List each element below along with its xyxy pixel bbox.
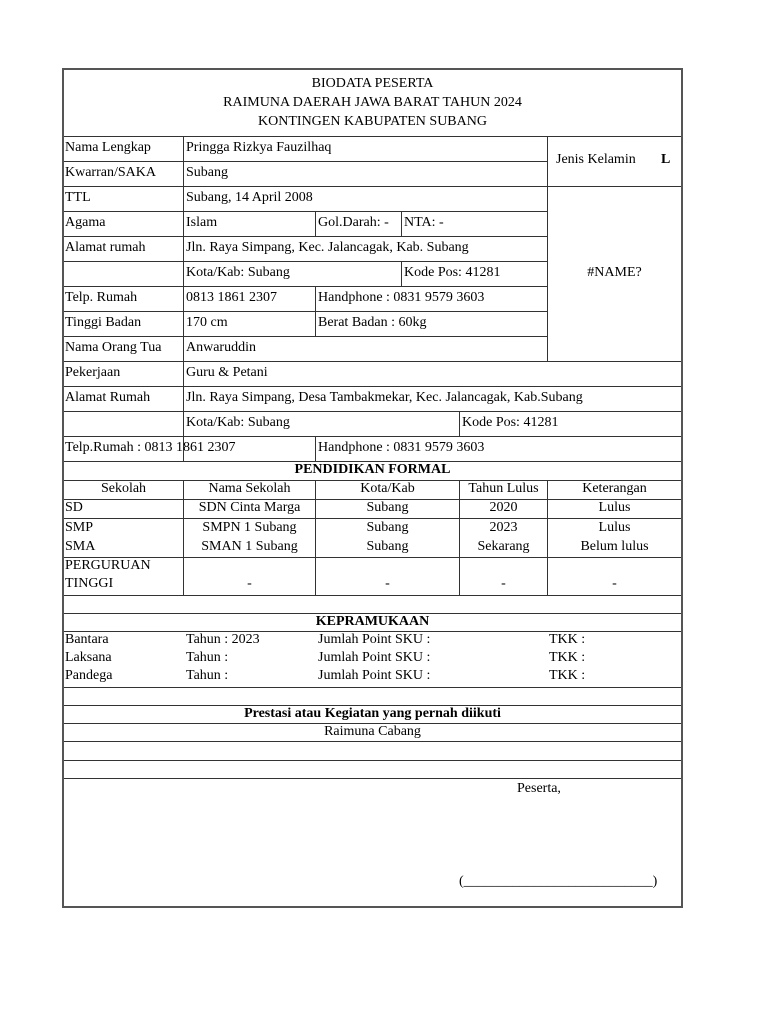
- signature-label: Peserta,: [517, 781, 561, 796]
- kepramukaan-tahun: Tahun :: [186, 668, 229, 683]
- kepramukaan-sku: Jumlah Point SKU :: [318, 650, 431, 665]
- agama-label: Agama: [65, 215, 106, 230]
- biodata-form: [62, 68, 683, 908]
- col-header: Nama Sekolah: [208, 481, 291, 496]
- table-cell: Subang: [366, 520, 409, 535]
- col-header: Keterangan: [582, 481, 647, 496]
- prestasi-title: Prestasi atau Kegiatan yang pernah diikuti: [244, 706, 501, 721]
- kepramukaan-tkk: TKK :: [549, 668, 586, 683]
- handphone-2: Handphone : 0831 9579 3603: [318, 440, 485, 455]
- telp-value: 0813 1861 2307: [186, 290, 277, 305]
- table-cell: SMPN 1 Subang: [202, 520, 297, 535]
- col-header: Sekolah: [100, 481, 147, 496]
- kepramukaan-sku: Jumlah Point SKU :: [318, 632, 431, 647]
- photo-placeholder: #NAME?: [587, 265, 642, 280]
- tinggi-label: Tinggi Badan: [65, 315, 142, 330]
- perguruan-tinggi-label: TINGGI: [65, 576, 114, 591]
- table-cell: Lulus: [598, 500, 631, 515]
- table-cell: SMA: [65, 539, 96, 554]
- ortu-value: Anwaruddin: [186, 340, 256, 355]
- pekerjaan-label: Pekerjaan: [65, 365, 121, 380]
- signature-line: (___________________________): [459, 874, 658, 889]
- table-cell: -: [501, 576, 506, 591]
- kepramukaan-sku: Jumlah Point SKU :: [318, 668, 431, 683]
- ortu-label: Nama Orang Tua: [65, 340, 162, 355]
- alamat-value: Jln. Raya Simpang, Kec. Jalancagak, Kab. Subang: [186, 240, 469, 255]
- kepramukaan-tahun: Tahun : 2023: [186, 632, 260, 647]
- nama-value: Pringga Rizkya Fauzilhaq: [186, 140, 332, 155]
- header-event: RAIMUNA DAERAH JAWA BARAT TAHUN 2024: [223, 95, 522, 110]
- ttl-label: TTL: [65, 190, 91, 205]
- col-header: Kota/Kab: [360, 481, 415, 496]
- table-cell: -: [385, 576, 390, 591]
- berat-badan: Berat Badan : 60kg: [318, 315, 427, 330]
- alamat-ortu-label: Alamat Rumah: [65, 390, 151, 405]
- table-cell: SDN Cinta Marga: [198, 500, 301, 515]
- perguruan-tinggi-label: PERGURUAN: [65, 558, 151, 573]
- table-cell: Lulus: [598, 520, 631, 535]
- agama-value: Islam: [186, 215, 218, 230]
- kepramukaan-level: Laksana: [65, 650, 112, 665]
- pekerjaan-value: Guru & Petani: [186, 365, 268, 380]
- kepramukaan-level: Bantara: [65, 632, 109, 647]
- table-cell: Sekarang: [477, 539, 530, 554]
- kepramukaan-tahun: Tahun :: [186, 650, 229, 665]
- prestasi-item: Raimuna Cabang: [324, 724, 421, 739]
- kepramukaan-level: Pandega: [65, 668, 113, 683]
- table-cell: -: [612, 576, 617, 591]
- table-cell: 2023: [489, 520, 518, 535]
- table-cell: SD: [65, 500, 83, 515]
- ttl-value: Subang, 14 April 2008: [186, 190, 313, 205]
- jenis-kelamin-label: Jenis Kelamin: [556, 152, 636, 167]
- nama-label: Nama Lengkap: [65, 140, 151, 155]
- handphone-1: Handphone : 0831 9579 3603: [318, 290, 485, 305]
- table-cell: 2020: [489, 500, 518, 515]
- table-cell: SMP: [65, 520, 94, 535]
- alamat-label: Alamat rumah: [65, 240, 146, 255]
- nta: NTA: -: [404, 215, 444, 230]
- kode-pos-1: Kode Pos: 41281: [404, 265, 501, 280]
- header-title: BIODATA PESERTA: [311, 76, 434, 91]
- kota-kab-2: Kota/Kab: Subang: [186, 415, 290, 430]
- table-cell: SMAN 1 Subang: [201, 539, 298, 554]
- header-contingent: KONTINGEN KABUPATEN SUBANG: [258, 114, 487, 129]
- kepramukaan-tkk: TKK :: [549, 650, 586, 665]
- table-cell: -: [247, 576, 252, 591]
- alamat-ortu-value: Jln. Raya Simpang, Desa Tambakmekar, Kec. Jalancagak, Kab.Subang: [186, 390, 583, 405]
- pendidikan-title: PENDIDIKAN FORMAL: [294, 462, 451, 477]
- telp-rumah-2: Telp.Rumah : 0813 1861 2307: [65, 440, 236, 455]
- tinggi-value: 170 cm: [186, 315, 228, 330]
- kepramukaan-tkk: TKK :: [549, 632, 586, 647]
- kode-pos-2: Kode Pos: 41281: [462, 415, 559, 430]
- table-cell: Belum lulus: [580, 539, 649, 554]
- table-cell: Subang: [366, 539, 409, 554]
- kota-kab-1: Kota/Kab: Subang: [186, 265, 290, 280]
- kepramukaan-title: KEPRAMUKAAN: [315, 614, 430, 629]
- telp-label: Telp. Rumah: [65, 290, 138, 305]
- kwarran-label: Kwarran/SAKA: [65, 165, 156, 180]
- jenis-kelamin-value: L: [661, 152, 671, 167]
- table-cell: Subang: [366, 500, 409, 515]
- gol-darah: Gol.Darah: -: [318, 215, 389, 230]
- kwarran-value: Subang: [186, 165, 228, 180]
- col-header: Tahun Lulus: [468, 481, 539, 496]
